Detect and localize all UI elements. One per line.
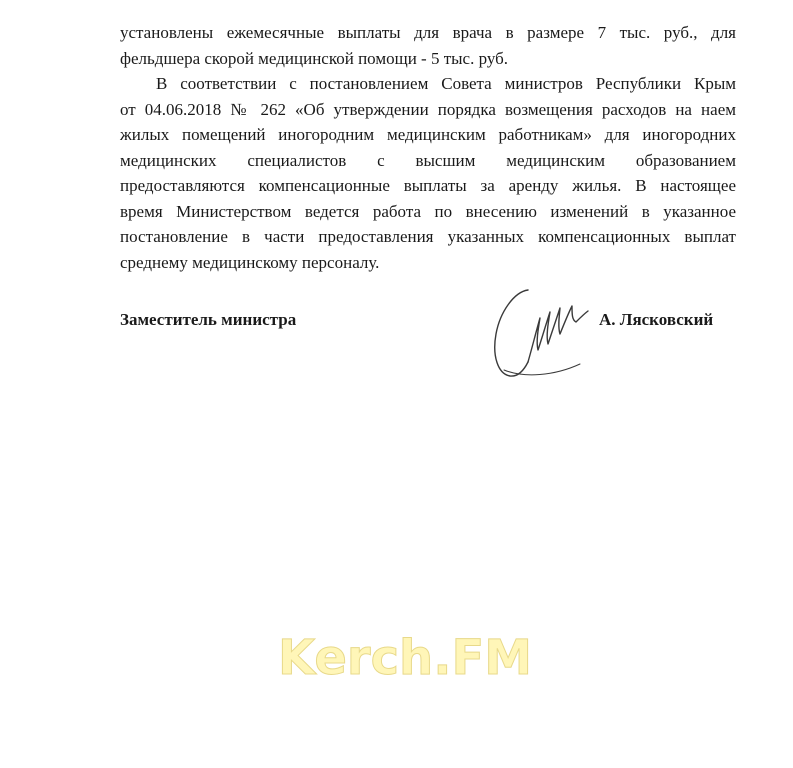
text-line: жилых помещений иногородним медицинским работникам» для иногородних (120, 125, 736, 144)
text-line: предоставляются компенсационные выплаты за аренду жилья. В настоящее (120, 176, 736, 195)
handwritten-signature (484, 278, 604, 382)
paragraph-2 (120, 71, 736, 275)
text-line: постановление в части предоставления указанных компенсационных выплат (120, 227, 736, 246)
text-line: фельдшера скорой медицинской помощи - 5 тыс. руб. (120, 48, 509, 68)
text-line: медицинских специалистов с высшим медицинским образованием (120, 150, 736, 170)
text-line: В соответствии с постановлением Совета министров Республики Крым (156, 74, 736, 93)
paragraph-1 (120, 20, 736, 71)
text-line: время Министерством ведется работа по внесению изменений в указанное (120, 201, 736, 221)
signatory-name: А. Лясковский (599, 310, 714, 329)
text-line: среднему медицинскому персоналу. (120, 252, 380, 272)
watermark-logo (270, 622, 540, 692)
signatory-title: Заместитель министра (120, 310, 297, 329)
text-line: установлены ежемесячные выплаты для врача в размере 7 тыс. руб., для (120, 23, 736, 42)
svg-text:Kerch.FM: Kerch.FM (278, 630, 532, 686)
text-line: от 04.06.2018 № 262 «Об утверждении порядка возмещения расходов на наем (120, 99, 736, 119)
